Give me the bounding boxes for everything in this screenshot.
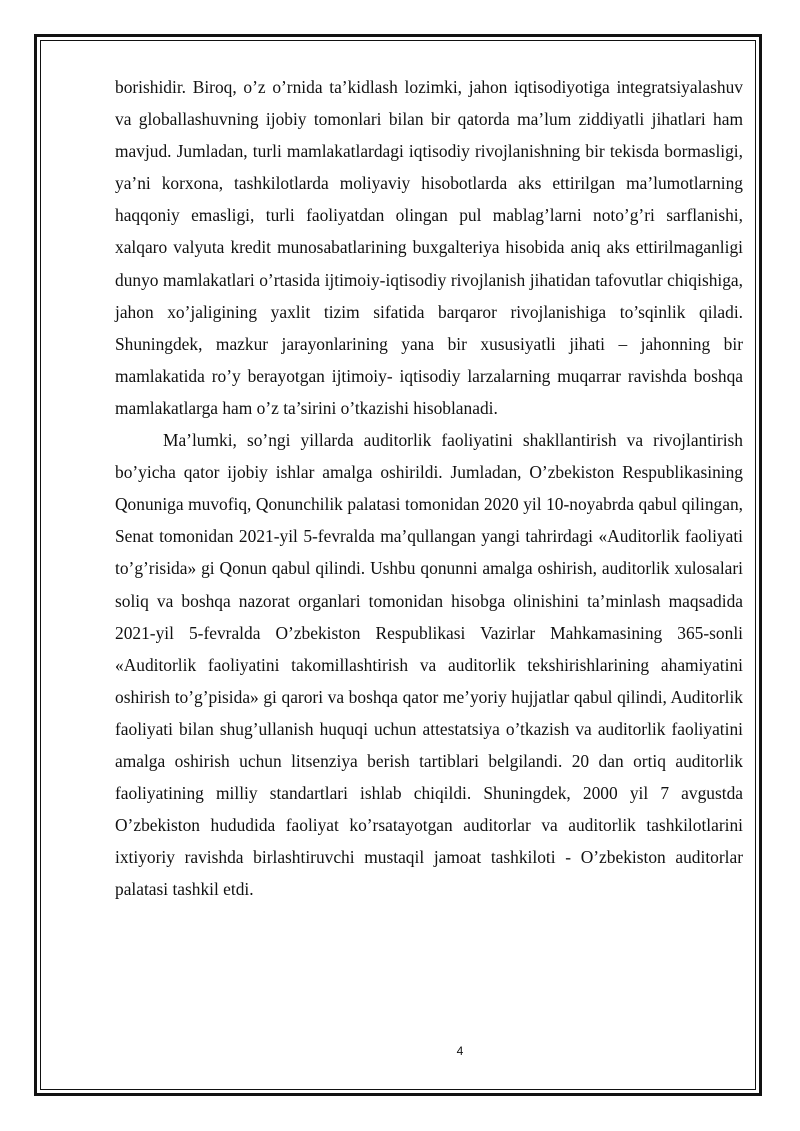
paragraph-continuation: borishidir. Biroq, o’z o’rnida ta’kidlash lozimki, jahon iqtisodiyotiga integratsiyalashuv va globallashuvning ijobiy tomonlari bilan bir qatorda ma’lum ziddiyatli jihatlari ham mavjud. Jumladan, turli mamlakatlardagi iqtisodiy rivojlanishning bir tekisda bormasligi, ya’ni korxona, tashkilotlarda moliyaviy hisobotlarda aks ettirilgan ma’lumotlarning haqqoniy emasligi, turli faoliyatdan olingan pul mablag’larni noto’g’ri sarflanishi, xalqaro valyuta kredit munosabatlarining buxgalteriya hisobida aniq aks ettirilmaganligi dunyo mamlakatlari o’rtasida ijtimoiy-iqtisodiy rivojlanish jihatidan tafovutlar chiqishiga, jahon xo’jaligining yaxlit tizim sifatida barqaror rivojlanishiga to’sqinlik qiladi. Shuningdek, mazkur jarayonlarining yana bir xususiyatli jihati – jahonning bir mamlakatida ro’y berayotgan ijtimoiy- iqtisodiy larzalarning muqarrar ravishda boshqa mamlakatlarga ham o’z ta’sirini o’tkazishi hisoblanadi. [115, 77, 743, 418]
paragraph-audit-history: Ma’lumki, so’ngi yillarda auditorlik faoliyatini shakllantirish va rivojlantirish bo’yicha qator ijobiy ishlar amalga oshirildi. Jumladan, O’zbekiston Respublikasining Qonuniga muvofiq, Qonunchilik palatasi tomonidan 2020 yil 10-noyabrda qabul qilingan, Senat tomonidan 2021-yil 5-fevralda ma’qullangan yangi tahrirdagi «Auditorlik faoliyati to’g’risida» gi Qonun qabul qilindi. Ushbu qonunni amalga oshirish, auditorlik xulosalari soliq va boshqa nazorat organlari tomonidan hisobga olinishini ta’minlash maqsadida 2021-yil 5-fevralda O’zbekiston Respublikasi Vazirlar Mahkamasining 365-sonli «Auditorlik faoliyatini takomillashtirish va auditorlik tekshirishlarining ahamiyatini oshirish to’g’pisida» gi qarori va boshqa qator me’yoriy hujjatlar qabul qilindi, Auditorlik faoliyati bilan shug’ullanish huquqi uchun attestatsiya o’tkazish va auditorlik faoliyatini amalga oshirish uchun litsenziya berish tartiblari belgilandi. 20 dan ortiq auditorlik faoliyatining milliy standartlari ishlab chiqildi. Shuningdek, 2000 yil 7 avgustda O’zbekiston hududida faoliyat ko’rsatayotgan auditorlar va auditorlik tashkilotlarini ixtiyoriy ravishda birlashtiruvchi mustaqil jamoat tashkiloti - O’zbekiston auditorlar palatasi tashkil etdi. [115, 430, 743, 900]
document-body [115, 71, 743, 905]
page-number: 4 [456, 1044, 464, 1058]
